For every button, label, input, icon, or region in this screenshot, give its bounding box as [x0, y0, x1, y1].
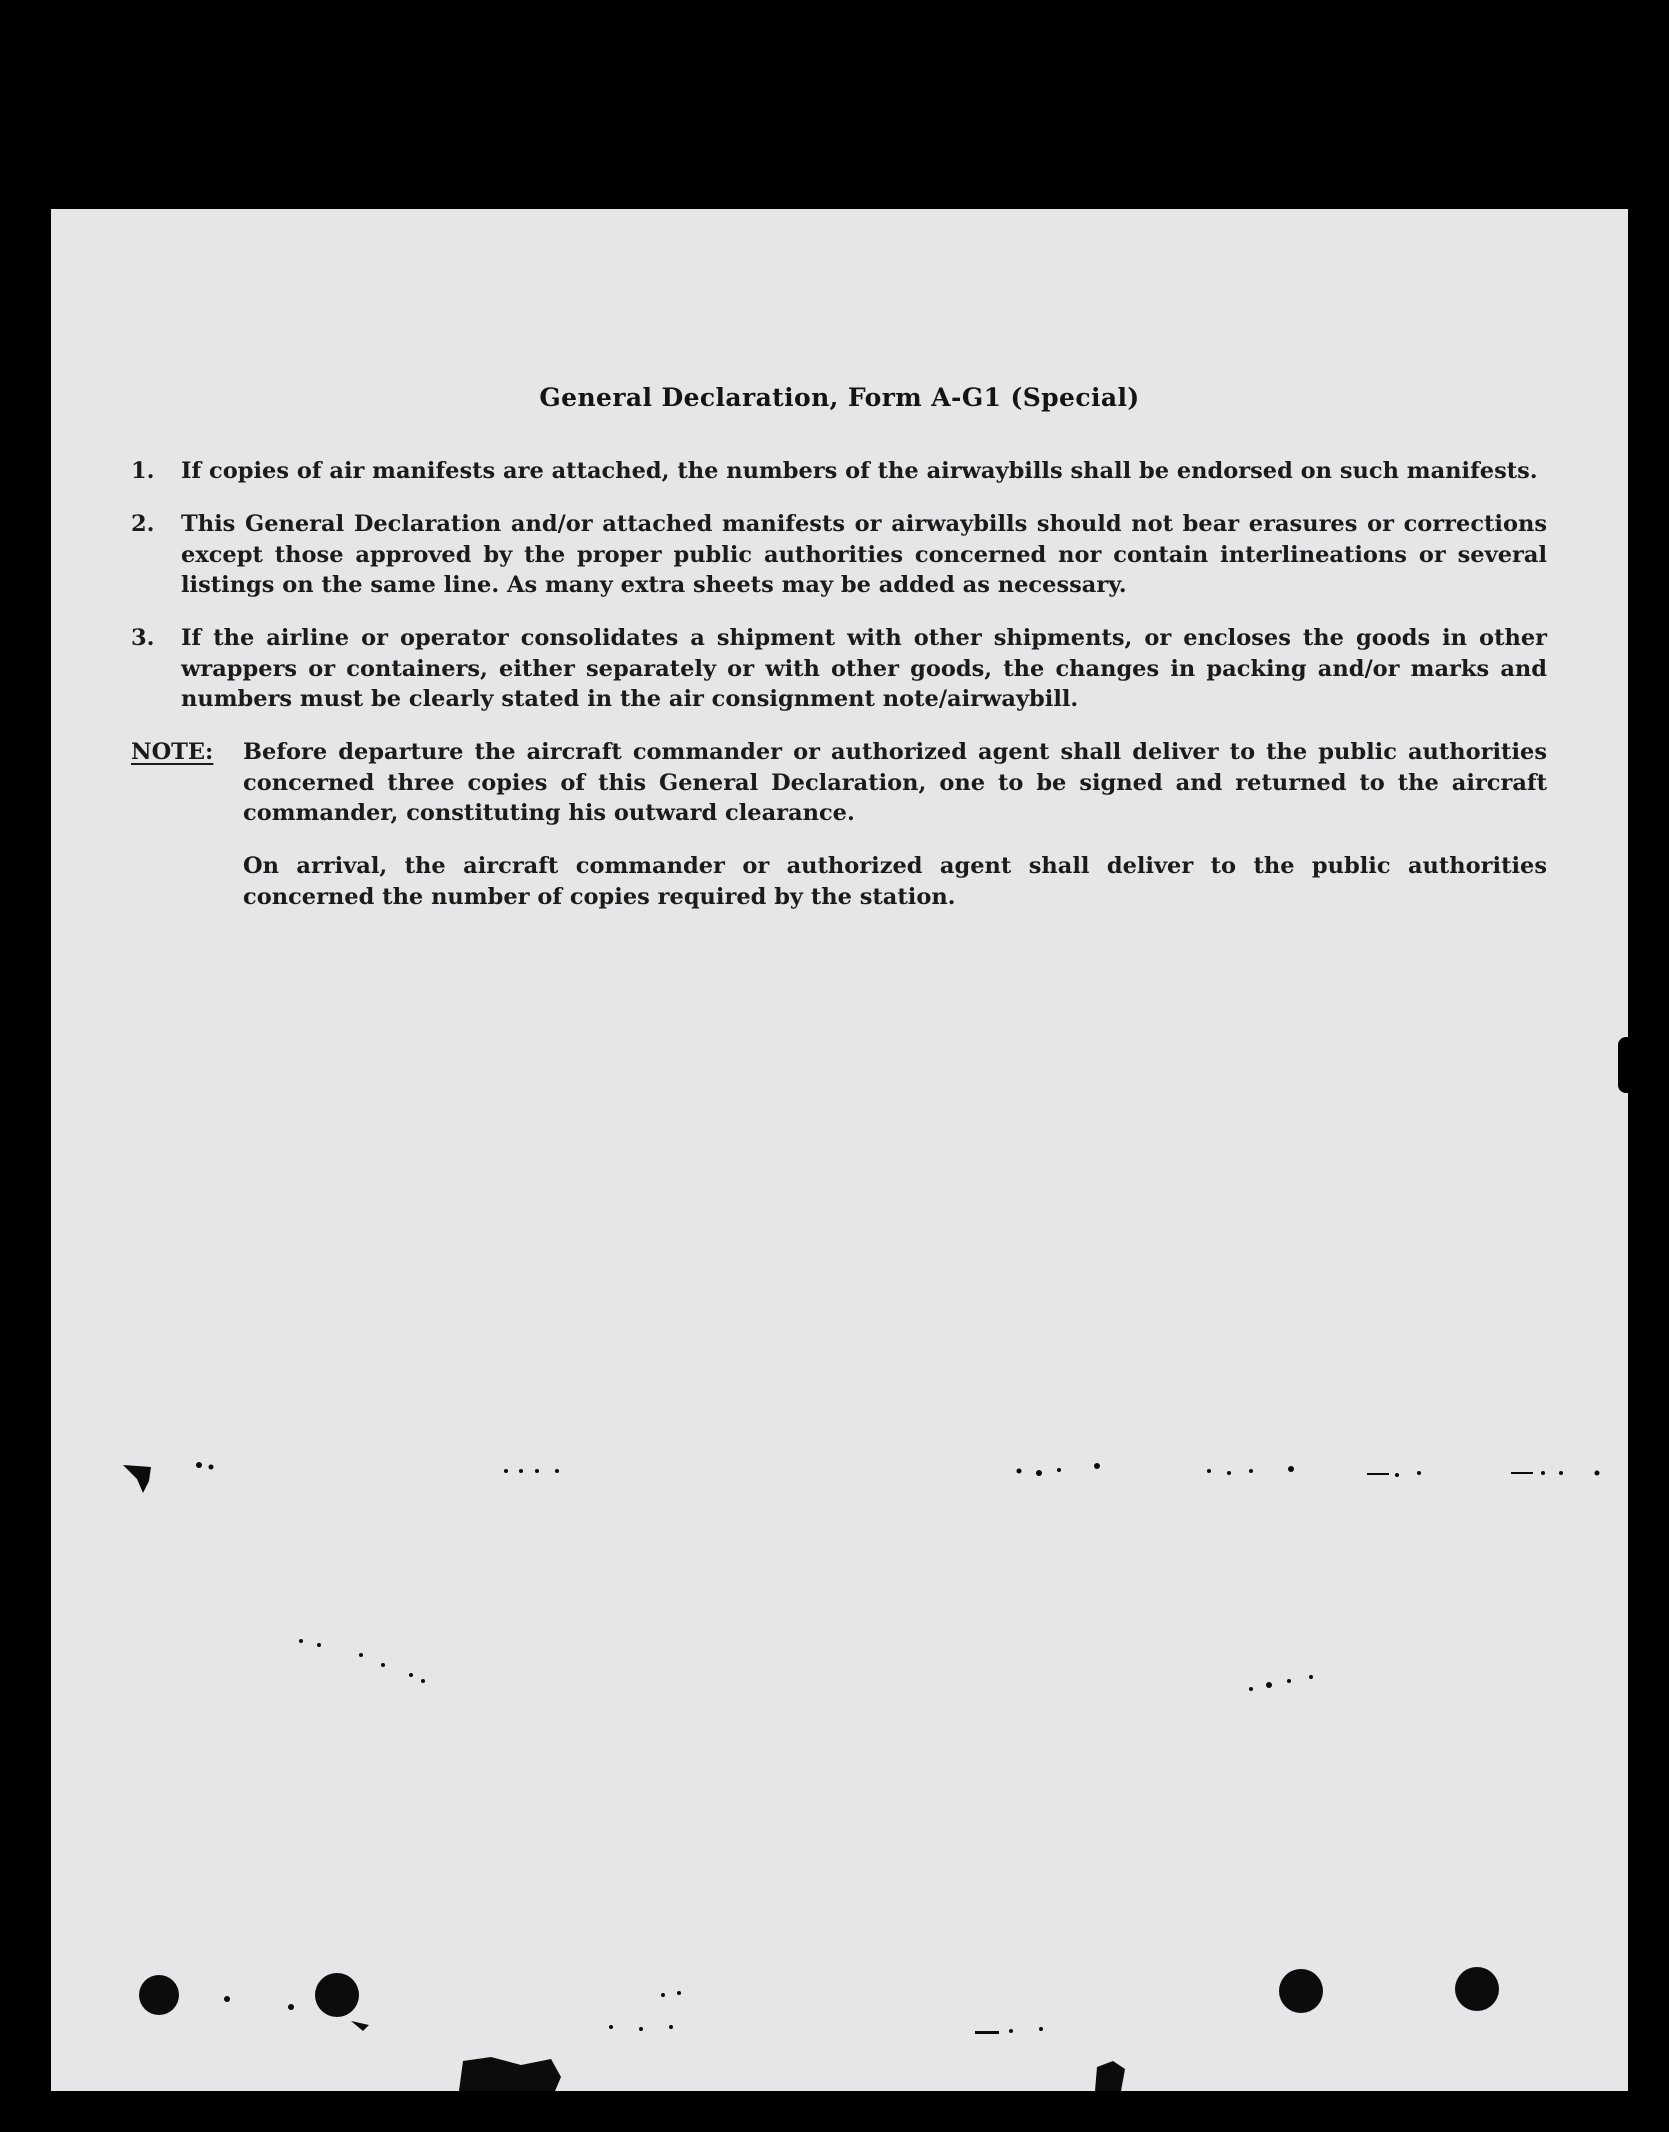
document-title: General Declaration, Form A-G1 (Special): [539, 383, 1140, 412]
ink-speck: [1559, 1471, 1563, 1475]
ink-speck: [1266, 1682, 1272, 1688]
ink-speck: [1207, 1469, 1211, 1473]
ink-speck: [1009, 2029, 1013, 2033]
ink-speck: [1595, 1471, 1600, 1476]
ink-speck: [299, 1639, 303, 1643]
ink-speck: [1249, 1687, 1253, 1691]
ink-mark: [123, 1465, 151, 1493]
ink-speck: [519, 1469, 523, 1473]
ink-speck: [975, 2031, 999, 2034]
ink-speck: [1367, 1473, 1389, 1475]
ink-speck: [1249, 1469, 1253, 1473]
ink-speck: [639, 2027, 643, 2031]
punch-hole: [315, 1973, 359, 2017]
ink-speck: [661, 1993, 665, 1997]
punch-hole: [1279, 1969, 1323, 2013]
ink-speck: [1039, 2027, 1043, 2031]
ink-speck: [1036, 1470, 1042, 1476]
scan-artifacts: [51, 209, 1628, 2091]
ink-speck: [609, 2025, 613, 2029]
note-paragraph-2: On arrival, the aircraft commander or authorized agent shall deliver to the public authorities concerned the number of copies required by the station.: [243, 853, 1547, 910]
ink-speck: [1417, 1471, 1421, 1475]
ink-speck: [381, 1663, 385, 1667]
ink-speck: [669, 2025, 673, 2029]
ink-speck: [555, 1469, 559, 1473]
torn-edge: [459, 2057, 561, 2091]
item-text: If the airline or operator consolidates a shipment with other shipments, or encloses the goods in other wrappers or containers, either separately or with other goods, the changes in packing and/or marks and numbers must be clearly stated in the air consignment note/airwaybill.: [181, 625, 1547, 712]
ink-speck: [1309, 1675, 1313, 1679]
ink-speck: [1017, 1469, 1022, 1474]
ink-speck: [196, 1462, 202, 1468]
ink-speck: [1288, 1466, 1294, 1472]
ink-speck: [1541, 1471, 1545, 1475]
ink-speck: [1511, 1472, 1533, 1474]
item-text: If copies of air manifests are attached, the numbers of the airwaybills shall be endorsed on such manifests.: [181, 458, 1538, 484]
ink-speck: [317, 1643, 321, 1647]
item-number: 1.: [131, 458, 155, 484]
ink-speck: [677, 1991, 681, 1995]
document-page: [51, 209, 1628, 2091]
ink-speck: [1395, 1473, 1399, 1477]
ink-speck: [359, 1653, 363, 1657]
torn-edge: [1095, 2061, 1125, 2091]
ink-speck: [209, 1465, 214, 1470]
punch-hole: [139, 1975, 179, 2015]
ink-speck: [288, 2004, 294, 2010]
note-paragraph-1: Before departure the aircraft commander or authorized agent shall deliver to the public authorities concerned three copies of this General Declaration, one to be signed and returned to the aircraft commander, constituting his outward clearance.: [243, 739, 1547, 826]
item-number: 3.: [131, 625, 155, 651]
ink-speck: [224, 1996, 230, 2002]
ink-speck: [1287, 1679, 1291, 1683]
ink-speck: [1227, 1471, 1231, 1475]
item-number: 2.: [131, 511, 155, 537]
ink-mark: [351, 2021, 369, 2031]
ink-speck: [409, 1673, 413, 1677]
item-text: This General Declaration and/or attached manifests or airwaybills should not bear erasures or corrections except those approved by the proper public authorities concerned nor contain interlineations or several listings on the same line. As many extra sheets may be added as necessary.: [181, 511, 1547, 598]
ink-speck: [535, 1469, 539, 1473]
ink-speck: [1057, 1468, 1061, 1472]
note-label: NOTE:: [131, 739, 214, 765]
punch-hole: [1455, 1967, 1499, 2011]
ink-speck: [504, 1469, 508, 1473]
ink-speck: [1094, 1463, 1100, 1469]
ink-speck: [421, 1679, 425, 1683]
